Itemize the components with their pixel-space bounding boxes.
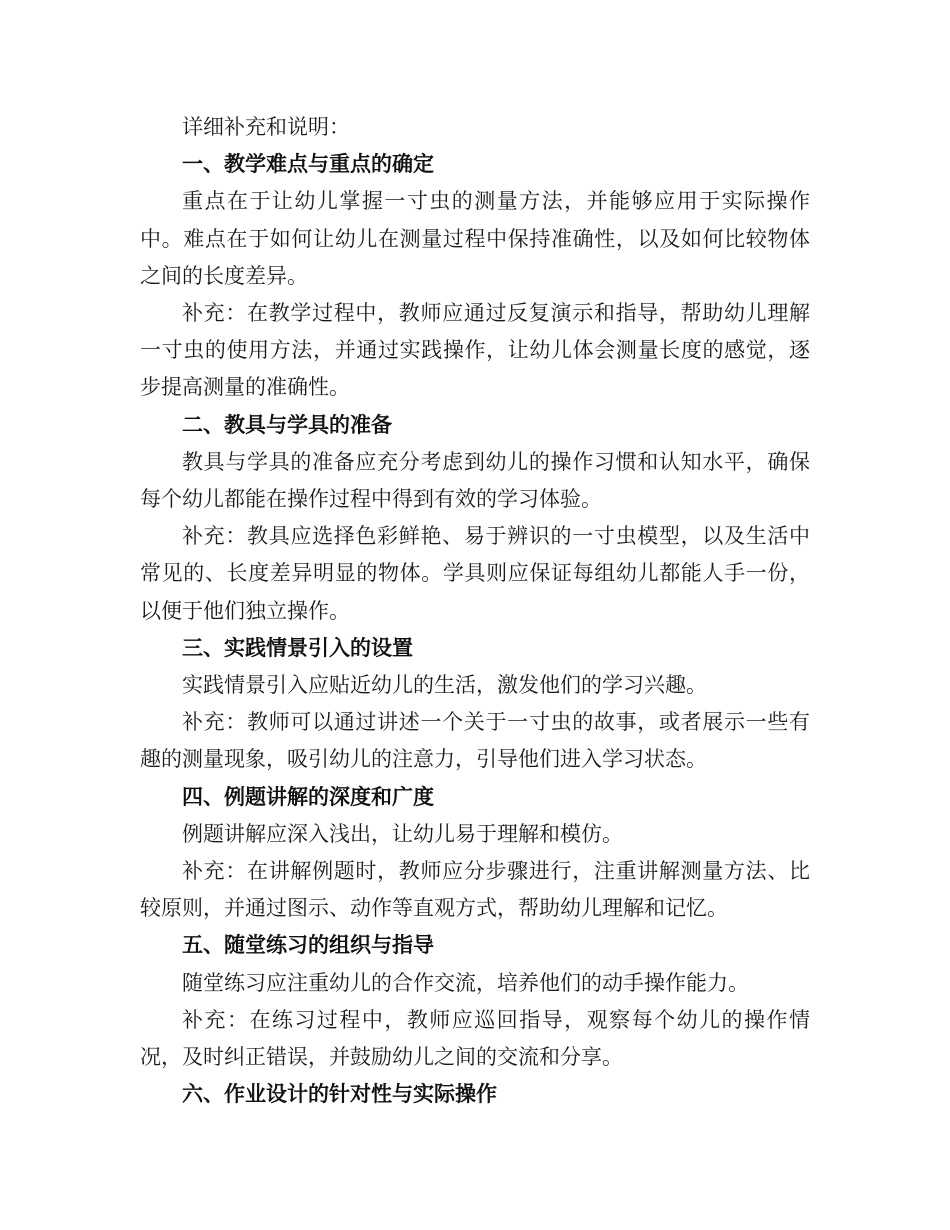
supplement-paragraph: 补充：在练习过程中，教师应巡回指导，观察每个幼儿的操作情况，及时纠正错误，并鼓励幼儿之间的交流和分享。 <box>140 1007 810 1070</box>
supplement-paragraph: 补充：在讲解例题时，教师应分步骤进行，注重讲解测量方法、比较原则，并通过图示、动作等直观方式，帮助幼儿理解和记忆。 <box>140 859 810 921</box>
supplement-paragraph: 补充：在教学过程中，教师应通过反复演示和指导，帮助幼儿理解一寸虫的使用方法，并通过实践操作，让幼儿体会测量长度的感觉，逐步提高测量的准确性。 <box>140 301 810 400</box>
paragraph: 教具与学具的准备应充分考虑到幼儿的操作习惯和认知水平，确保每个幼儿都能在操作过程中得到有效的学习体验。 <box>140 449 810 512</box>
supplement-paragraph: 补充：教师可以通过讲述一个关于一寸虫的故事，或者展示一些有趣的测量现象，吸引幼儿的注意力，引导他们进入学习状态。 <box>140 710 810 772</box>
section-heading-6: 六、作业设计的针对性与实际操作 <box>182 1082 497 1107</box>
paragraph: 实践情景引入应贴近幼儿的生活，激发他们的学习兴趣。 <box>182 673 707 698</box>
paragraph: 重点在于让幼儿掌握一寸虫的测量方法，并能够应用于实际操作中。难点在于如何让幼儿在测量过程中保持准确性，以及如何比较物体之间的长度差异。 <box>140 189 810 288</box>
paragraph: 随堂练习应注重幼儿的合作交流，培养他们的动手操作能力。 <box>182 970 749 995</box>
supplement-paragraph: 补充：教具应选择色彩鲜艳、易于辨识的一寸虫模型，以及生活中常见的、长度差异明显的物体。学具则应保证每组幼儿都能人手一份，以便于他们独立操作。 <box>140 524 810 623</box>
section-heading-3: 三、实践情景引入的设置 <box>182 635 413 660</box>
section-heading-2: 二、教具与学具的准备 <box>182 412 392 437</box>
section-heading-5: 五、随堂练习的组织与指导 <box>182 933 434 958</box>
intro-paragraph: 详细补充和说明： <box>182 115 350 139</box>
document-body <box>140 109 810 1113</box>
section-heading-4: 四、例题讲解的深度和广度 <box>182 784 434 809</box>
section-heading-1: 一、教学难点与重点的确定 <box>182 152 434 177</box>
paragraph: 例题讲解应深入浅出，让幼儿易于理解和模仿。 <box>182 821 623 846</box>
